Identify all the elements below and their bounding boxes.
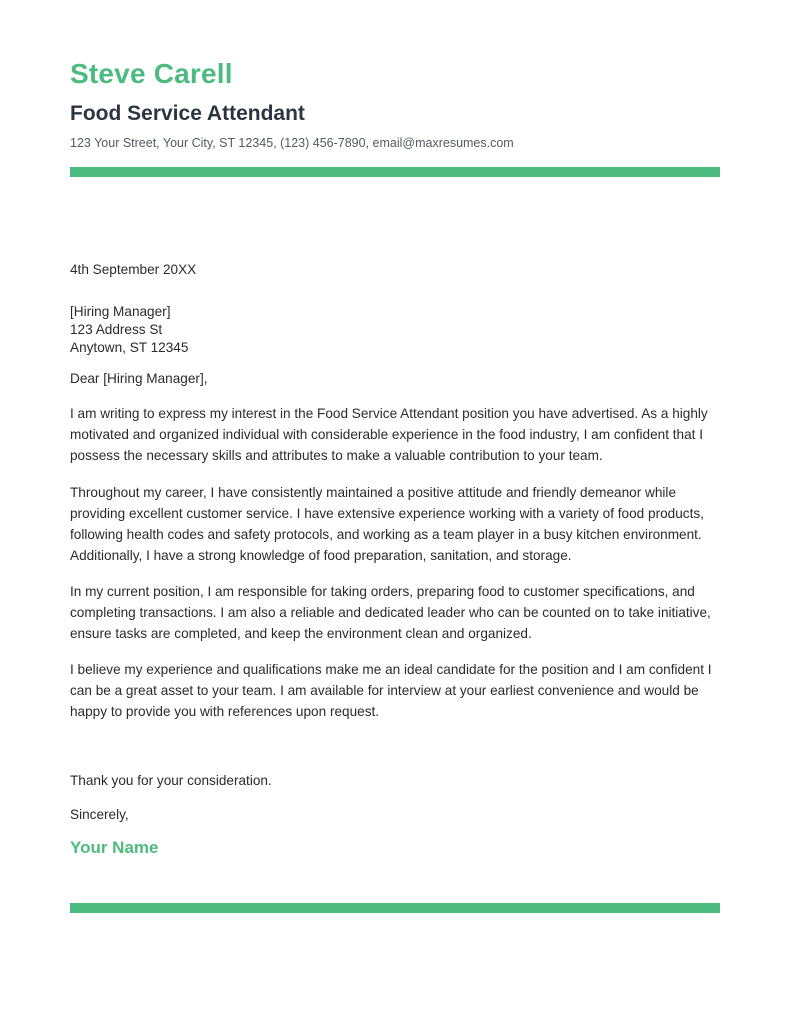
recipient-street: 123 Address St [70,322,163,337]
body-paragraph: Throughout my career, I have consistently maintained a positive attitude and friendly demeanor while providing excellent customer service. I have extensive experience working with a variety of food products, following health codes and safety protocols, and working as a team player in a busy kitchen environment. Additionally, I have a strong knowledge of food preparation, sanitation, and storage. [70,485,704,563]
body-paragraph: I am writing to express my interest in the Food Service Attendant position you have advertised. As a highly motivated and organized individual with considerable experience in the food industry, I am confident that I possess the necessary skills and attributes to make a valuable contribution to your team. [70,406,708,463]
thanks-line: Thank you for your consideration. [70,773,272,788]
job-title: Food Service Attendant [70,102,305,125]
recipient-address [70,303,720,357]
contact-info: 123 Your Street, Your City, ST 12345, (123) 456-7890, email@maxresumes.com [70,136,514,150]
footer-divider [70,903,720,913]
header-divider [70,167,720,177]
applicant-name: Steve Carell [70,58,233,89]
recipient-name: [Hiring Manager] [70,304,171,319]
body-paragraph: In my current position, I am responsible for taking orders, preparing food to customer specifications, and completing transactions. I am also a reliable and dedicated leader who can be counted on to take initiative, ensure tasks are completed, and keep the environment clean and organized. [70,584,711,641]
recipient-city: Anytown, ST 12345 [70,340,189,355]
body-paragraph: I believe my experience and qualifications make me an ideal candidate for the position and I am confident I can be a great asset to your team. I am available for interview at your earliest convenience and would be happy to provide you with references upon request. [70,662,712,719]
salutation: Dear [Hiring Manager], [70,371,208,386]
signature-name: Your Name [70,838,159,857]
closing-line: Sincerely, [70,807,129,822]
letter-date: 4th September 20XX [70,262,197,277]
